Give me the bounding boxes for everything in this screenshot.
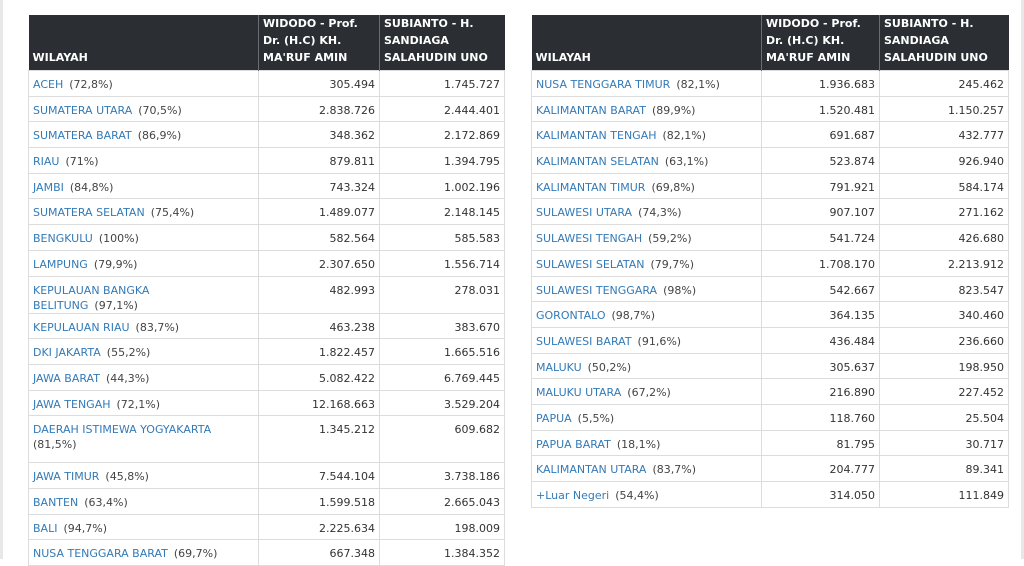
table-header-row [29,15,505,71]
region-cell [29,416,259,463]
candidate-2-votes: 25.504 [880,404,1009,430]
region-cell [29,148,259,174]
candidate-1-votes: 305.637 [762,353,880,379]
table-row [532,225,1009,251]
region-link[interactable]: JAWA TENGAH [33,397,111,411]
candidate-2-votes: 1.665.516 [380,339,505,365]
candidate-1-votes: 667.348 [259,540,380,566]
region-percent: (86,9%) [137,129,182,143]
region-percent: (5,5%) [577,411,615,425]
region-cell [532,276,762,302]
results-table-right [531,15,1009,508]
candidate-1-votes: 791.921 [762,173,880,199]
candidate-1-votes: 542.667 [762,276,880,302]
table-row [29,514,505,540]
candidate-1-votes: 1.520.481 [762,96,880,122]
region-percent: (81,5%) [33,438,77,452]
region-cell [532,225,762,251]
candidate-2-votes: 585.583 [380,225,505,251]
candidate-2-votes: 1.556.714 [380,250,505,276]
candidate-1-votes: 1.822.457 [259,339,380,365]
header-candidate-1: WIDODO - Prof. Dr. (H.C) KH. MA'RUF AMIN [259,15,380,71]
candidate-1-votes: 216.890 [762,379,880,405]
region-cell [532,379,762,405]
region-percent: (55,2%) [106,346,151,360]
candidate-1-votes: 314.050 [762,482,880,508]
region-link[interactable]: SULAWESI BARAT [536,334,632,348]
table-row [532,456,1009,482]
candidate-2-votes: 426.680 [880,225,1009,251]
region-link[interactable]: SUMATERA SELATAN [33,206,145,220]
candidate-1-votes: 364.135 [762,302,880,328]
candidate-2-votes: 3.529.204 [380,390,505,416]
table-row [532,404,1009,430]
table-row [29,199,505,225]
region-link[interactable]: SULAWESI SELATAN [536,257,645,271]
region-percent: (45,8%) [105,470,149,484]
region-cell [532,250,762,276]
table-row [532,250,1009,276]
region-cell [532,482,762,508]
region-cell [29,488,259,514]
region-percent: (83,7%) [652,463,696,477]
candidate-2-votes: 2.444.401 [380,96,505,122]
table-row [532,148,1009,174]
candidate-2-votes: 1.394.795 [380,148,505,174]
table-row [29,313,505,339]
candidate-1-votes: 5.082.422 [259,364,380,390]
region-link[interactable]: KALIMANTAN TIMUR [536,180,646,194]
region-cell [29,463,259,489]
region-percent: (50,2%) [587,360,632,374]
candidate-2-votes: 236.660 [880,327,1009,353]
candidate-1-votes: 691.687 [762,122,880,148]
candidate-2-votes: 30.717 [880,430,1009,456]
region-link[interactable]: BALI [33,521,58,535]
region-link[interactable]: BENGKULU [33,232,93,246]
region-cell [29,364,259,390]
region-link[interactable]: MALUKU [536,360,582,374]
region-link[interactable]: LAMPUNG [33,257,88,271]
candidate-2-votes: 271.162 [880,199,1009,225]
candidate-2-votes: 609.682 [380,416,505,463]
region-cell [532,148,762,174]
region-percent: (69,7%) [173,547,218,561]
candidate-1-votes: 541.724 [762,225,880,251]
region-percent: (98%) [663,283,697,297]
results-table-left [28,15,505,566]
table-row [29,148,505,174]
candidate-2-votes: 1.150.257 [880,96,1009,122]
table-header-row [532,15,1009,71]
table-row [29,364,505,390]
table-row [29,71,505,97]
region-link[interactable]: GORONTALO [536,309,606,323]
table-row [29,339,505,365]
table-row [532,173,1009,199]
table-row [532,327,1009,353]
table-row [29,416,505,463]
region-percent: (63,1%) [664,155,709,169]
header-candidate-1: WIDODO - Prof. Dr. (H.C) KH. MA'RUF AMIN [762,15,880,71]
region-percent: (84,8%) [69,180,114,194]
table-row [532,379,1009,405]
region-link[interactable]: DKI JAKARTA [33,346,101,360]
region-cell [29,71,259,97]
candidate-2-votes: 245.462 [880,71,1009,97]
candidate-2-votes: 6.769.445 [380,364,505,390]
candidate-2-votes: 89.341 [880,456,1009,482]
table-row [29,250,505,276]
candidate-1-votes: 879.811 [259,148,380,174]
table-row [532,276,1009,302]
candidate-2-votes: 1.745.727 [380,71,505,97]
region-link[interactable]: PAPUA [536,411,572,425]
candidate-1-votes: 2.838.726 [259,96,380,122]
table-row [29,122,505,148]
region-percent: (75,4%) [150,206,195,220]
region-link[interactable]: RIAU [33,155,60,169]
candidate-1-votes: 1.345.212 [259,416,380,463]
candidate-1-votes: 2.307.650 [259,250,380,276]
table-row [532,71,1009,97]
table-row [532,199,1009,225]
region-link[interactable]: MALUKU UTARA [536,386,622,400]
candidate-1-votes: 305.494 [259,71,380,97]
candidate-2-votes: 198.009 [380,514,505,540]
candidate-1-votes: 12.168.663 [259,390,380,416]
header-wilayah: WILAYAH [532,15,762,71]
candidate-1-votes: 348.362 [259,122,380,148]
region-cell [29,225,259,251]
region-cell [29,339,259,365]
region-percent: (91,6%) [637,334,682,348]
region-percent: (44,3%) [105,371,150,385]
candidate-1-votes: 1.599.518 [259,488,380,514]
region-link[interactable]: SUMATERA BARAT [33,129,132,143]
region-link[interactable]: JAWA TIMUR [33,470,100,484]
region-cell [29,250,259,276]
region-percent: (71%) [65,155,99,169]
candidate-2-votes: 278.031 [380,276,505,313]
region-percent: (94,7%) [63,521,107,535]
candidate-2-votes: 2.213.912 [880,250,1009,276]
region-link[interactable]: SULAWESI TENGAH [536,232,643,246]
region-cell [29,96,259,122]
table-row [29,540,505,566]
region-link[interactable]: KALIMANTAN SELATAN [536,155,659,169]
region-link[interactable]: BANTEN [33,495,79,509]
region-percent: (59,2%) [648,232,692,246]
region-link[interactable]: NUSA TENGGARA TIMUR [536,78,671,91]
region-link[interactable]: KALIMANTAN BARAT [536,103,646,117]
table-row [29,173,505,199]
candidate-2-votes: 926.940 [880,148,1009,174]
region-cell [29,122,259,148]
region-percent: (79,9%) [93,257,138,271]
table-row [29,390,505,416]
region-link[interactable]: SUMATERA UTARA [33,103,133,117]
candidate-2-votes: 432.777 [880,122,1009,148]
candidate-2-votes: 1.002.196 [380,173,505,199]
region-link[interactable]: JAWA BARAT [33,371,100,385]
candidate-1-votes: 1.936.683 [762,71,880,97]
table-row [29,225,505,251]
region-link[interactable]: SULAWESI TENGGARA [536,283,658,297]
candidate-1-votes: 582.564 [259,225,380,251]
region-link[interactable]: JAMBI [33,180,64,194]
region-percent: (18,1%) [616,437,661,451]
region-percent: (63,4%) [84,495,128,509]
table-row [532,430,1009,456]
region-cell [532,430,762,456]
candidate-2-votes: 111.849 [880,482,1009,508]
region-cell [532,327,762,353]
candidate-1-votes: 436.484 [762,327,880,353]
region-cell [532,456,762,482]
left-edge [0,0,3,559]
region-percent: (67,2%) [627,386,671,400]
table-row [532,482,1009,508]
region-cell [532,173,762,199]
region-percent: (74,3%) [638,206,682,220]
table-row [29,96,505,122]
candidate-2-votes: 383.670 [380,313,505,339]
candidate-1-votes: 463.238 [259,313,380,339]
region-percent: (72,8%) [69,78,113,91]
region-link[interactable]: KALIMANTAN TENGAH [536,129,657,143]
candidate-2-votes: 823.547 [880,276,1009,302]
candidate-2-votes: 2.665.043 [380,488,505,514]
candidate-1-votes: 7.544.104 [259,463,380,489]
table-row [29,488,505,514]
table-row [532,96,1009,122]
region-cell [532,404,762,430]
candidate-1-votes: 907.107 [762,199,880,225]
candidate-2-votes: 2.172.869 [380,122,505,148]
region-percent: (72,1%) [116,397,161,411]
region-percent: (98,7%) [611,309,656,323]
region-cell [29,276,259,313]
region-percent: (79,7%) [650,257,695,271]
region-cell [532,71,762,97]
header-candidate-2: SUBIANTO - H. SANDIAGA SALAHUDIN UNO [380,15,505,71]
region-cell [29,390,259,416]
candidate-1-votes: 482.993 [259,276,380,313]
candidate-2-votes: 3.738.186 [380,463,505,489]
table-row [532,122,1009,148]
region-cell [29,173,259,199]
region-link[interactable]: SULAWESI UTARA [536,206,633,220]
candidate-1-votes: 743.324 [259,173,380,199]
region-percent: (69,8%) [651,180,695,194]
region-cell [29,514,259,540]
region-cell [29,199,259,225]
candidate-2-votes: 1.384.352 [380,540,505,566]
header-candidate-2: SUBIANTO - H. SANDIAGA SALAHUDIN UNO [880,15,1009,71]
region-percent: (54,4%) [615,489,659,502]
candidate-2-votes: 2.148.145 [380,199,505,225]
region-link[interactable]: DAERAH ISTIMEWA YOGYAKARTA [33,423,212,437]
candidate-1-votes: 118.760 [762,404,880,430]
table-row [29,463,505,489]
region-link[interactable]: KEPULAUAN RIAU [33,320,130,334]
header-wilayah: WILAYAH [29,15,259,71]
region-cell [29,313,259,339]
candidate-2-votes: 227.452 [880,379,1009,405]
region-link[interactable]: PAPUA BARAT [536,437,611,451]
region-cell [532,122,762,148]
region-percent: (82,1%) [676,78,720,91]
candidate-1-votes: 81.795 [762,430,880,456]
region-percent: (82,1%) [662,129,707,143]
region-percent: (70,5%) [138,103,182,117]
region-cell [532,199,762,225]
region-percent: (100%) [98,232,139,246]
table-row [29,276,505,313]
region-cell [29,540,259,566]
candidate-2-votes: 198.950 [880,353,1009,379]
candidate-1-votes: 1.708.170 [762,250,880,276]
candidate-1-votes: 523.874 [762,148,880,174]
candidate-1-votes: 204.777 [762,456,880,482]
region-cell [532,302,762,328]
region-link[interactable]: NUSA TENGGARA BARAT [33,547,168,561]
candidate-1-votes: 2.225.634 [259,514,380,540]
region-percent: (97,1%) [94,298,138,312]
region-percent: (89,9%) [651,103,696,117]
table-row [532,302,1009,328]
candidate-2-votes: 584.174 [880,173,1009,199]
region-link[interactable]: KEPULAUAN BANGKA BELITUNG [33,283,150,312]
candidate-1-votes: 1.489.077 [259,199,380,225]
table-row [532,353,1009,379]
region-link[interactable]: +Luar Negeri [536,489,610,502]
region-link[interactable]: KALIMANTAN UTARA [536,463,647,477]
region-cell [532,353,762,379]
candidate-2-votes: 340.460 [880,302,1009,328]
region-link[interactable]: ACEH [33,78,64,91]
region-cell [532,96,762,122]
region-percent: (83,7%) [135,320,180,334]
